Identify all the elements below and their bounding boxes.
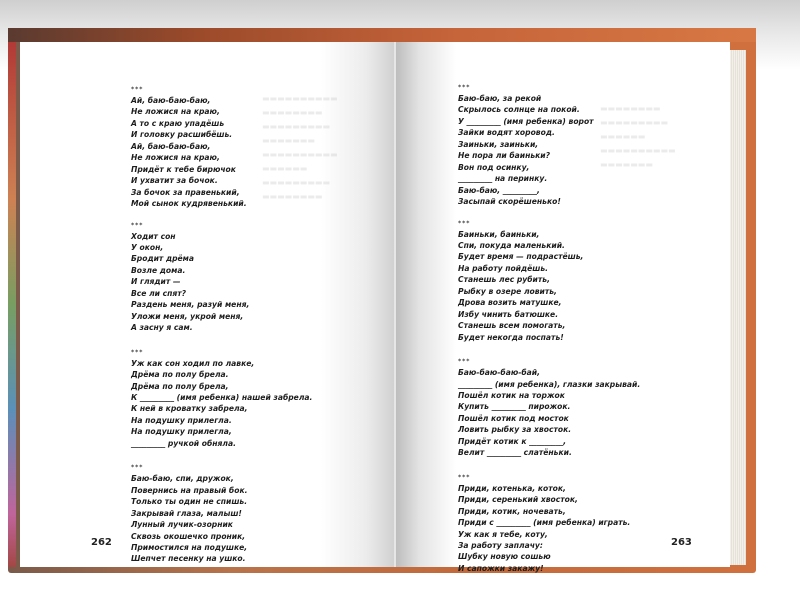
poem-line: Возле дома. [131, 265, 186, 275]
poem-line: Закрывай глаза, малыш! [131, 508, 242, 518]
poem-line: Баю-баю, _________, [458, 185, 540, 195]
poem-line: Придёт котик к _________, [458, 436, 567, 446]
page-edges [730, 50, 746, 565]
poem-line: Приди, котик, ночевать, [458, 506, 566, 516]
poem-line: На подушку прилегла, [131, 427, 232, 437]
poem-line: Баю-баю-баю-бай, [458, 368, 540, 378]
poem-line: Повернись на правый бок. [131, 485, 248, 495]
poem-line: К _________ (имя ребенка) нашей забрела. [131, 392, 313, 402]
poem-line: И головку расшибёшь. [131, 130, 233, 140]
stanza-marker: *** [131, 221, 144, 229]
poem-line: Раздень меня, разуй меня, [131, 300, 250, 310]
poem-line: Ай, баю-баю-баю, [131, 141, 211, 151]
poem-stanza [458, 220, 698, 344]
poem-line: Дрёма по полу брела. [131, 370, 229, 380]
poem-line: У _________ (имя ребенка) ворот [458, 116, 594, 126]
book-cover-top-edge [8, 28, 756, 42]
poem-line: _________ ручкой обняла. [131, 438, 236, 448]
poem-line: Избу чинить батюшке. [458, 309, 559, 319]
book-spine-edge [8, 42, 16, 567]
poem-stanza [131, 349, 367, 450]
poem-line: На подушку прилегла. [131, 415, 232, 425]
poem-line: Уж как сон ходил по лавке, [131, 358, 255, 368]
poem-line: Скрылось солнце на покой. [458, 105, 580, 115]
poem-line: Ловить рыбку за хвосток. [458, 425, 572, 435]
poem-stanza [458, 474, 698, 575]
left-page-text [131, 86, 367, 580]
poem-line: Не ложися на краю, [131, 153, 220, 163]
poem-line: К ней в кроватку забрела, [131, 404, 248, 414]
stanza-marker: *** [458, 84, 471, 91]
poem-line: А засну я сам. [131, 323, 193, 333]
poem-line: У окон, [131, 242, 164, 252]
poem-line: Уложи меня, укрой меня, [131, 311, 244, 321]
poem-line: Шубку новую сошью [458, 552, 551, 562]
poem-line: Вон под осинку, [458, 162, 530, 172]
poem-line: _________ (имя ребенка), глазки закрывай. [458, 379, 641, 389]
show-through-right: ▬▬▬▬▬▬▬▬ ▬▬▬▬▬▬▬▬▬ ▬▬▬▬▬▬ ▬▬▬▬▬▬▬▬▬▬ ▬▬▬▬▬▬▬ [600, 104, 676, 169]
poem-line: Баиньки, баиньки, [458, 229, 540, 239]
poem-line: Уж как я тебе, коту, [458, 529, 548, 539]
poem-stanza [458, 358, 698, 459]
poem-stanza [131, 86, 367, 210]
poem-line: Купить _________ пирожок. [458, 402, 571, 412]
poem-line: Приди, котенька, коток, [458, 483, 566, 493]
stanza-marker: *** [458, 358, 471, 366]
poem-line: Спи, покуда маленький. [458, 240, 565, 250]
poem-line: Станешь всем помогать, [458, 321, 566, 331]
poem-line: Баю-баю, спи, дружок, [131, 474, 234, 484]
right-page-text [458, 84, 698, 589]
poem-line: Станешь лес рубить, [458, 275, 550, 285]
poem-line: И глядит — [131, 277, 181, 287]
poem-line: Пошёл котик на торжок [458, 390, 565, 400]
poem-line: Зайки водят хоровод. [458, 128, 555, 138]
poem-line: Придёт к тебе бирючок [131, 164, 236, 174]
poem-line: Не ложися на краю, [131, 107, 220, 117]
stanza-marker: *** [131, 348, 144, 356]
poem-line: _________ на перинку. [458, 174, 548, 184]
poem-line: Приди, серенький хвосток, [458, 495, 578, 505]
poem-line: Засыпай скорёшенько! [458, 197, 561, 207]
page-number-left: 262 [91, 537, 112, 548]
poem-line: Будет некогда поспать! [458, 332, 564, 342]
poem-line: За бочок за правенький, [131, 187, 240, 197]
poem-line: Мой сынок кудрявенький. [131, 199, 247, 209]
poem-line: Ходит сон [131, 231, 176, 241]
poem-line: Не пора ли баиньки? [458, 151, 551, 161]
poem-line: Будет время — подрастёшь, [458, 252, 584, 262]
poem-line: На работу пойдёшь. [458, 263, 549, 273]
poem-line: Лунный лучик-озорник [131, 520, 233, 530]
page-number-right: 263 [671, 537, 692, 548]
stanza-marker: *** [458, 473, 471, 481]
show-through-left: ▬▬▬▬▬▬▬▬▬▬ ▬▬▬▬▬▬▬▬ ▬▬▬▬▬▬▬▬▬ ▬▬▬▬▬▬▬ ▬▬▬▬▬▬▬▬▬▬ ▬▬▬▬▬▬ ▬▬▬▬▬▬▬▬▬ ▬▬▬▬▬▬▬▬ [262, 94, 338, 201]
poem-line: Баю-баю, за рекой [458, 94, 542, 103]
poem-line: Рыбку в озере ловить, [458, 286, 557, 296]
poem-line: Сквозь окошечко проник, [131, 531, 246, 541]
poem-stanza [458, 84, 698, 208]
poem-line: Бродит дрёма [131, 254, 194, 264]
poem-line: Только ты один не спишь. [131, 497, 248, 507]
poem-line: Приди с _________ (имя ребенка) играть. [458, 518, 631, 528]
poem-line: Заиньки, заиньки, [458, 139, 539, 149]
poem-line: Шепчет песенку на ушко. [131, 554, 246, 564]
poem-line: Дрова возить матушке, [458, 298, 562, 308]
poem-stanza [131, 222, 367, 334]
poem-line: За работу заплачу: [458, 540, 543, 550]
poem-line: Ай, баю-баю-баю, [131, 96, 211, 105]
poem-stanza [131, 464, 367, 565]
poem-line: А то с краю упадёшь [131, 118, 225, 128]
stanza-marker: *** [131, 464, 144, 472]
poem-line: Примостился на подушке, [131, 542, 248, 552]
poem-line: Пошёл котик под мосток [458, 413, 569, 423]
stanza-marker: *** [458, 219, 471, 227]
poem-line: И сапожки закажу! [458, 563, 544, 573]
stanza-marker: *** [131, 86, 144, 93]
poem-line: Дрёма по полу брела, [131, 381, 229, 391]
poem-line: И ухватит за бочок. [131, 176, 218, 186]
poem-line: Велит _________ слатёньки. [458, 448, 572, 458]
poem-line: Все ли спят? [131, 288, 187, 298]
